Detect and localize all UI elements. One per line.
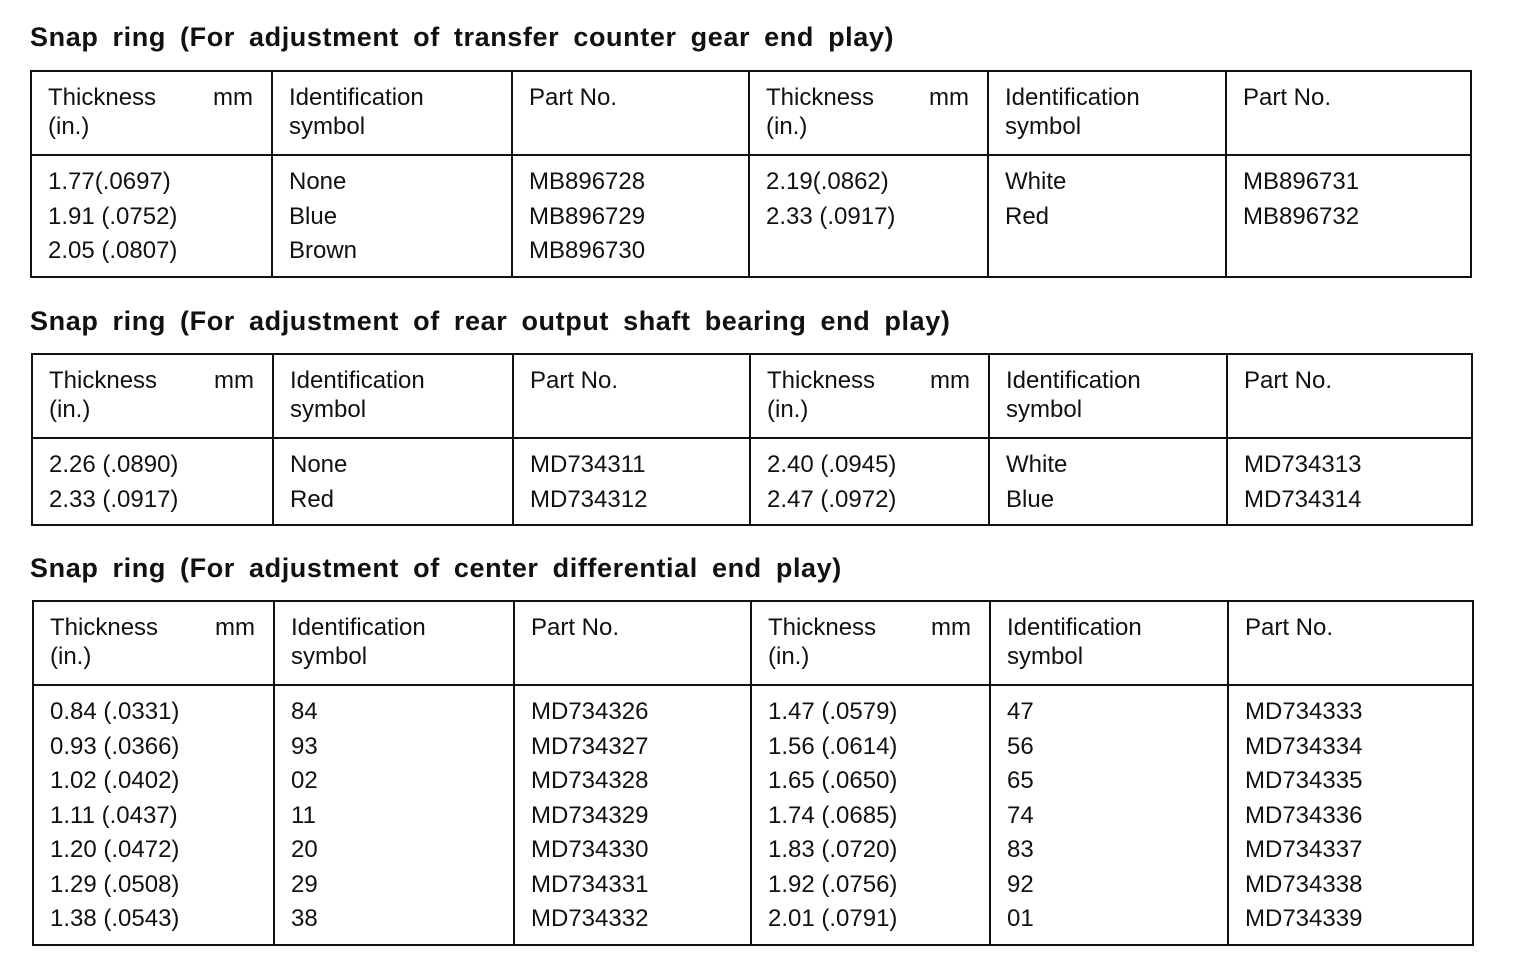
- symbol-value: 02: [291, 767, 318, 794]
- snap-ring-table: [32, 600, 1474, 946]
- thickness-value: 0.93 (.0366): [50, 732, 180, 760]
- part-number: MB896731: [1243, 168, 1360, 195]
- thickness-value: 1.92 (.0756): [768, 870, 898, 898]
- thickness-value: 2.47 (.0972): [767, 485, 897, 513]
- header-thickness: Thickness mm (in.): [751, 601, 990, 685]
- symbol-value: 65: [1007, 767, 1034, 794]
- part-number: MD734338: [1245, 870, 1363, 898]
- part-column: [1228, 685, 1473, 945]
- thickness-value: 2.33 (.0917): [49, 485, 179, 513]
- symbol-value: Blue: [289, 202, 338, 230]
- part-number: MD734337: [1245, 836, 1363, 863]
- part-column: [514, 685, 751, 945]
- thickness-value: 1.91 (.0752): [48, 202, 178, 230]
- section-title: Snap ring (For adjustment of center differential end play): [30, 553, 842, 583]
- symbol-value: Blue: [1006, 485, 1055, 513]
- part-number: MD734313: [1244, 451, 1362, 478]
- thickness-column: [750, 438, 989, 525]
- section-title: Snap ring (For adjustment of transfer counter gear end play): [30, 22, 895, 52]
- thickness-value: 1.65 (.0650): [768, 767, 898, 794]
- thickness-column: [749, 155, 988, 277]
- symbol-value: 01: [1007, 905, 1034, 932]
- header-part-no: Part No.: [514, 601, 751, 685]
- thickness-value: 1.38 (.0543): [50, 905, 180, 932]
- snap-ring-table: [30, 70, 1472, 278]
- part-number: MD734331: [531, 870, 649, 898]
- symbol-value: 11: [291, 801, 316, 829]
- thickness-value: 2.05 (.0807): [48, 237, 178, 264]
- header-thickness: Thickness mm (in.): [31, 71, 272, 155]
- thickness-value: 1.20 (.0472): [50, 836, 180, 863]
- symbol-value: 47: [1007, 698, 1034, 725]
- symbol-value: Brown: [289, 237, 358, 264]
- part-number: MD734332: [531, 905, 649, 932]
- symbol-column: [274, 685, 514, 945]
- part-number: MD734330: [531, 836, 649, 863]
- thickness-value: 1.56 (.0614): [768, 732, 898, 760]
- symbol-column: [988, 155, 1226, 277]
- part-number: MD734314: [1244, 485, 1362, 513]
- header-identification-symbol: Identification symbol: [273, 354, 513, 438]
- thickness-value: 1.02 (.0402): [50, 767, 180, 794]
- symbol-value: None: [289, 168, 347, 195]
- header-part-no: Part No.: [512, 71, 749, 155]
- header-thickness: Thickness mm (in.): [33, 601, 274, 685]
- part-number: MB896729: [529, 202, 646, 230]
- part-number: MD734327: [531, 732, 649, 760]
- thickness-value: 1.77(.0697): [48, 168, 171, 195]
- part-number: MB896730: [529, 237, 646, 264]
- symbol-column: [989, 438, 1227, 525]
- header-identification-symbol: Identification symbol: [272, 71, 512, 155]
- symbol-value: None: [290, 451, 348, 478]
- part-number: MD734329: [531, 801, 649, 829]
- header-identification-symbol: Identification symbol: [988, 71, 1226, 155]
- thickness-value: 2.40 (.0945): [767, 451, 897, 478]
- thickness-value: 1.47 (.0579): [768, 698, 898, 725]
- part-number: MD734311: [530, 451, 646, 478]
- part-column: [512, 155, 749, 277]
- thickness-value: 1.11 (.0437): [50, 801, 178, 829]
- header-identification-symbol: Identification symbol: [989, 354, 1227, 438]
- symbol-value: 83: [1007, 836, 1034, 863]
- part-number: MD734326: [531, 698, 649, 725]
- part-number: MB896728: [529, 168, 646, 195]
- symbol-column: [272, 155, 512, 277]
- symbol-value: 74: [1007, 801, 1034, 829]
- symbol-value: Red: [1005, 202, 1050, 230]
- part-number: MD734336: [1245, 801, 1363, 829]
- symbol-value: White: [1006, 451, 1068, 478]
- thickness-value: 2.26 (.0890): [49, 451, 179, 478]
- symbol-column: [273, 438, 513, 525]
- header-thickness: Thickness mm (in.): [750, 354, 989, 438]
- thickness-value: 1.29 (.0508): [50, 870, 180, 898]
- part-number: MD734328: [531, 767, 649, 794]
- symbol-value: White: [1005, 168, 1067, 195]
- header-thickness: Thickness mm (in.): [749, 71, 988, 155]
- header-identification-symbol: Identification symbol: [990, 601, 1228, 685]
- part-number: MD734339: [1245, 905, 1363, 932]
- symbol-column: [990, 685, 1228, 945]
- part-column: [1227, 438, 1472, 525]
- symbol-value: 56: [1007, 732, 1034, 760]
- thickness-column: [32, 438, 273, 525]
- header-part-no: Part No.: [1226, 71, 1471, 155]
- thickness-column: [751, 685, 990, 945]
- thickness-value: 2.01 (.0791): [768, 905, 898, 932]
- part-number: MB896732: [1243, 202, 1360, 230]
- part-number: MD734333: [1245, 698, 1363, 725]
- header-identification-symbol: Identification symbol: [274, 601, 514, 685]
- part-number: MD734312: [530, 485, 648, 513]
- section-title: Snap ring (For adjustment of rear output shaft bearing end play): [30, 306, 951, 336]
- header-thickness: Thickness mm (in.): [32, 354, 273, 438]
- symbol-value: 29: [291, 870, 318, 898]
- header-part-no: Part No.: [1227, 354, 1472, 438]
- part-column: [513, 438, 750, 525]
- header-part-no: Part No.: [1228, 601, 1473, 685]
- symbol-value: 93: [291, 732, 318, 760]
- thickness-value: 0.84 (.0331): [50, 698, 180, 725]
- thickness-column: [31, 155, 272, 277]
- symbol-value: 38: [291, 905, 318, 932]
- symbol-value: 20: [291, 836, 318, 863]
- symbol-value: 84: [291, 698, 318, 725]
- part-column: [1226, 155, 1471, 277]
- thickness-value: 1.83 (.0720): [768, 836, 898, 863]
- thickness-value: 2.19(.0862): [766, 168, 889, 195]
- part-number: MD734334: [1245, 732, 1363, 760]
- symbol-value: Red: [290, 485, 335, 513]
- snap-ring-table: [31, 353, 1473, 526]
- thickness-value: 2.33 (.0917): [766, 202, 896, 230]
- part-number: MD734335: [1245, 767, 1363, 794]
- thickness-column: [33, 685, 274, 945]
- thickness-value: 1.74 (.0685): [768, 801, 898, 829]
- symbol-value: 92: [1007, 870, 1034, 898]
- header-part-no: Part No.: [513, 354, 750, 438]
